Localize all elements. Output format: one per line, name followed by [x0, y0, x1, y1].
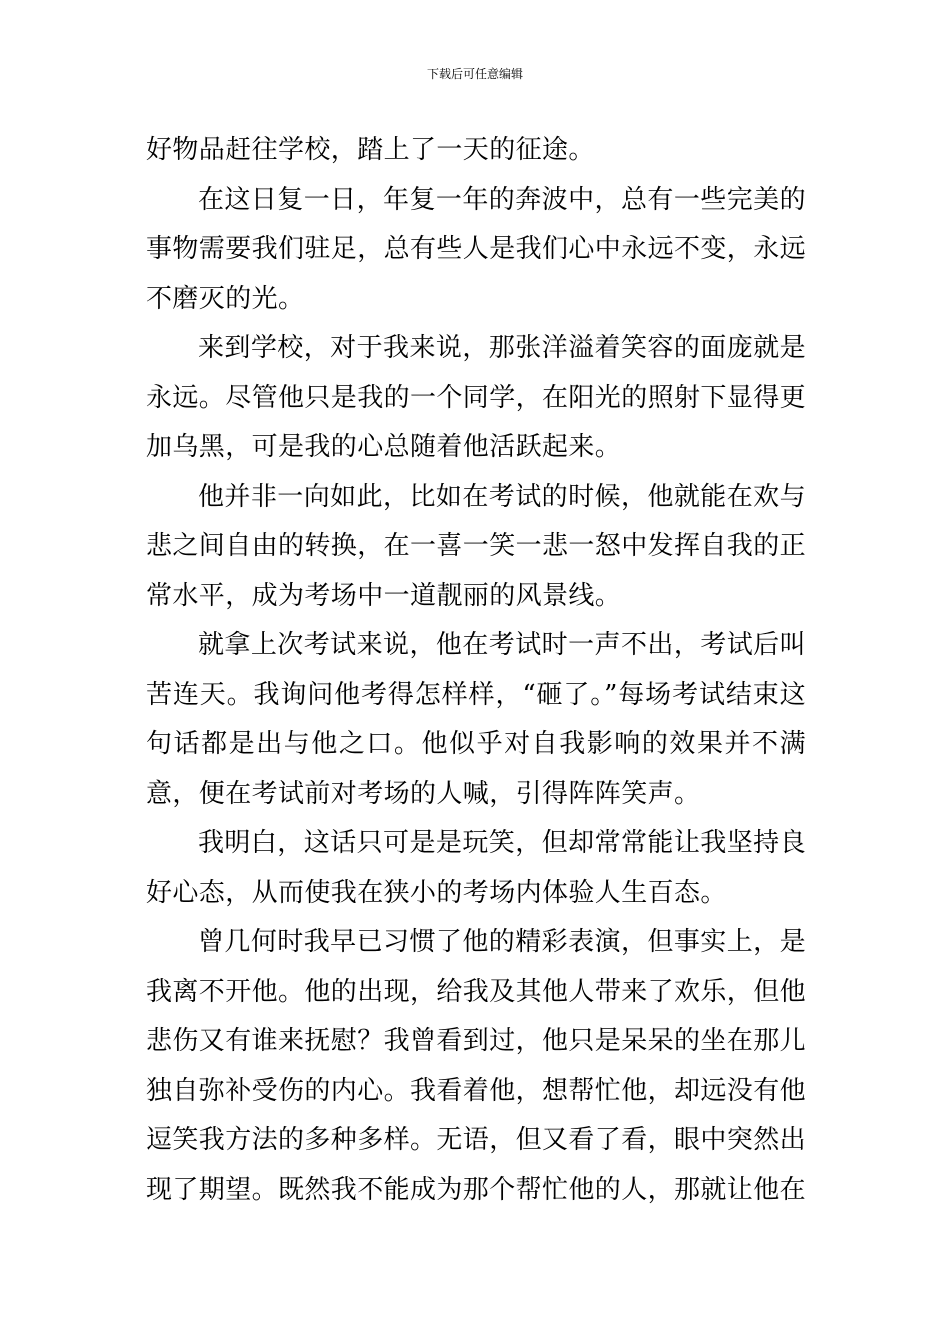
paragraph-3: 来到学校，对于我来说，那张洋溢着笑容的面庞就是永远。尽管他只是我的一个同学，在阳光的照射下显得更加乌黑，可是我的心总随着他活跃起来。 — [146, 333, 807, 462]
document-body — [146, 126, 806, 1215]
paragraph-2: 在这日复一日，年复一年的奔波中，总有一些完美的事物需要我们驻足，总有些人是我们心中永远不变，永远不磨灭的光。 — [146, 184, 807, 314]
paragraph-7: 曾几何时我早已习惯了他的精彩表演，但事实上，是我离不开他。他的出现，给我及其他人带来了欢乐，但他悲伤又有谁来抚慰？我曾看到过，他只是呆呆的坐在那儿独自弥补受伤的内心。我看着他，想帮忙他，却远没有他逗笑我方法的多种多样。无语，但又看了看，眼中突然出现了期望。既然我不能成为那个帮忙他的人，那就让他在 — [146, 927, 807, 1205]
paragraph-4: 他并非一向如此，比如在考试的时候，他就能在欢与悲之间自由的转换，在一喜一笑一悲一怒中发挥自我的正常水平，成为考场中一道靓丽的风景线。 — [146, 481, 807, 611]
page-header: 下载后可任意编辑 — [426, 67, 523, 81]
paragraph-6: 我明白，这话只可是是玩笑，但却常常能让我坚持良好心态，从而使我在狭小的考场内体验人生百态。 — [146, 828, 806, 908]
paragraph-5: 就拿上次考试来说，他在考试时一声不出，考试后叫苦连天。我询问他考得怎样样，“砸了。”每场考试结束这句话都是出与他之口。他似乎对自我影响的效果并不满意，便在考试前对考场的人喊，引得阵阵笑声。 — [146, 630, 806, 809]
paragraph-1: 好物品赶往学校，踏上了一天的征途。 — [146, 135, 595, 165]
